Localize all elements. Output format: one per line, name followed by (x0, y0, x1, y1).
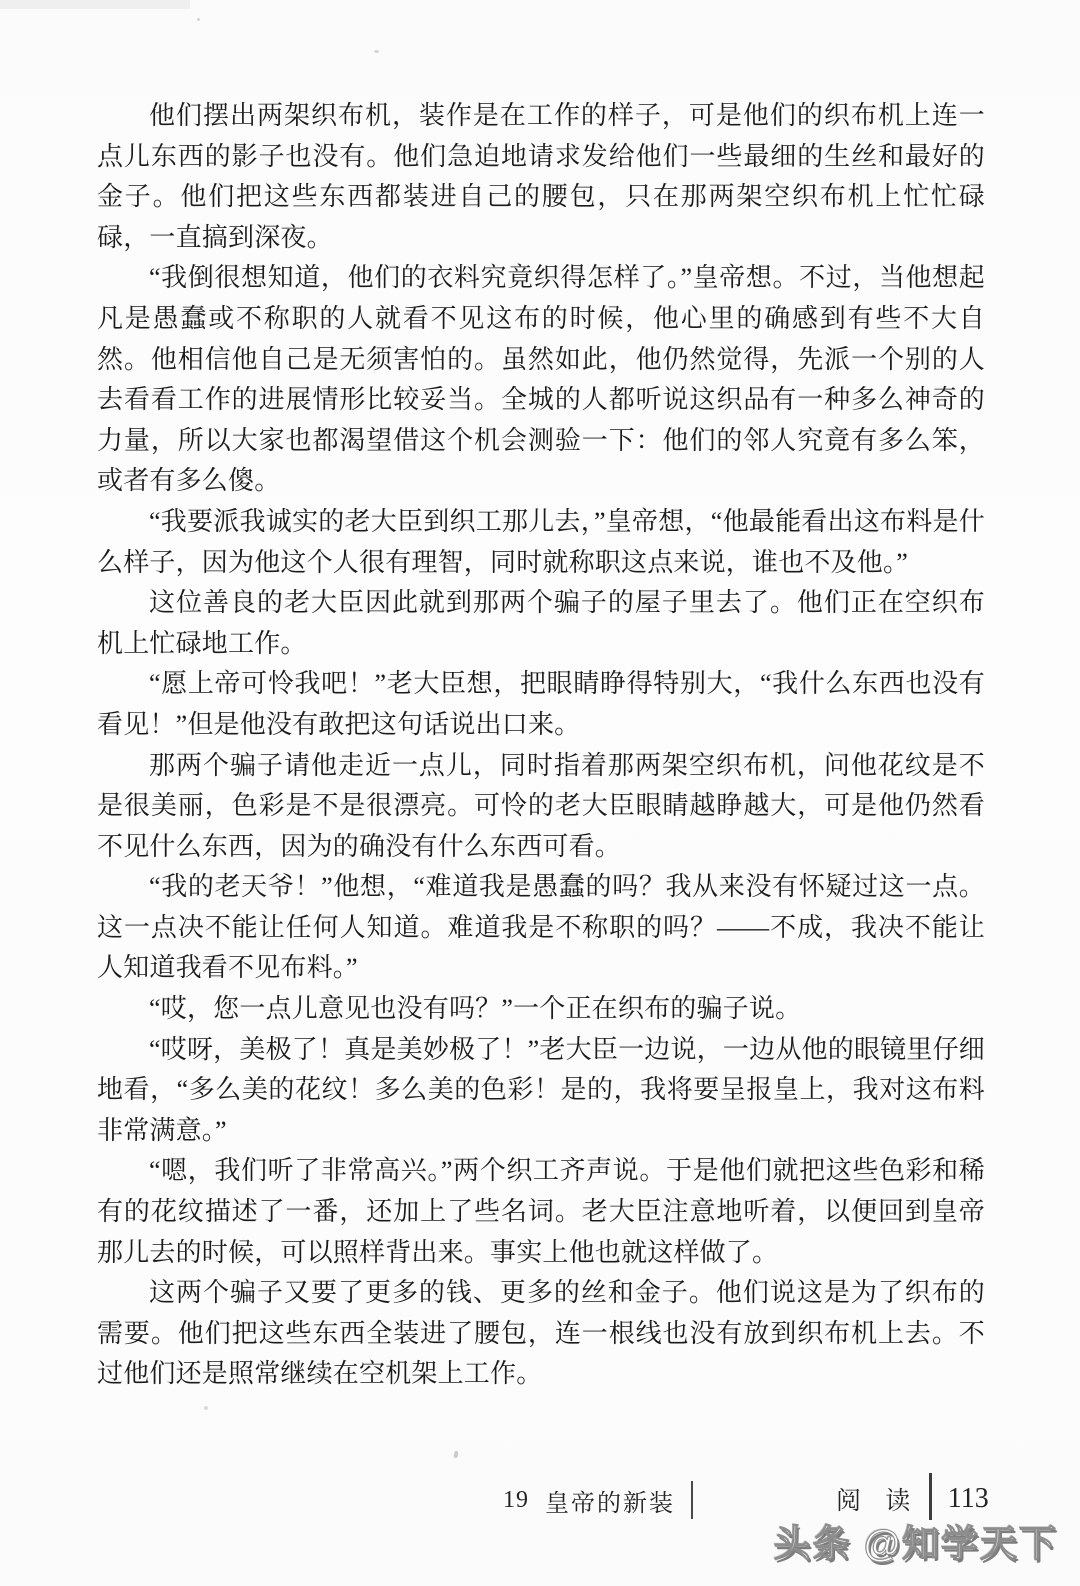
section-label: 阅 读 (836, 1487, 920, 1515)
scan-speck (197, 18, 200, 21)
lesson-info (503, 1481, 693, 1519)
story-paragraph: 那两个骗子请他走近一点儿，同时指着那两架空织布机，问他花纹是不是很美丽，色彩是不是很漂亮。可怜的老大臣眼睛越睁越大，可是他仍然看不见什么东西，因为的确没有什么东西可看。 (97, 750, 985, 861)
story-paragraph: “嗯，我们听了非常高兴。”两个织工齐声说。于是他们就把这些色彩和稀有的花纹描述了一番，还加上了些名词。老大臣注意地听着，以便回到皇帝那儿去的时候，可以照样背出来。事实上他也就这样做了。 (97, 1156, 985, 1267)
story-paragraph: 这位善良的老大臣因此就到那两个骗子的屋子里去了。他们正在空织布机上忙碌地工作。 (97, 588, 985, 658)
footer-divider-line (691, 1481, 693, 1519)
scan-speck (453, 1451, 458, 1459)
story-paragraph: 这两个骗子又要了更多的钱、更多的丝和金子。他们说这是为了织布的需要。他们把这些东西全装进了腰包，连一根线也没有放到织布机上去。不过他们还是照常继续在空机架上工作。 (97, 1278, 985, 1389)
scan-speck (204, 1406, 208, 1410)
story-paragraph: 他们摆出两架织布机，装作是在工作的样子，可是他们的织布机上连一点儿东西的影子也没有。他们急迫地请求发给他们一些最细的生丝和最好的金子。他们把这些东西都装进自己的腰包，只在那两架空织布机上忙忙碌碌，一直搞到深夜。 (97, 101, 985, 252)
story-paragraph: “哎，您一点儿意见也没有吗？”一个正在织布的骗子说。 (149, 994, 802, 1024)
page-number: 113 (947, 1482, 989, 1514)
story-paragraph: “我要派我诚实的老大臣到织工那儿去，”皇帝想，“他最能看出这布料是什么样子，因为他这个人很有理智，同时就称职这点来说，谁也不及他。” (97, 506, 985, 577)
scan-artifact-strip (0, 0, 190, 9)
scan-speck (374, 50, 379, 53)
lesson-title: 皇帝的新装 (545, 1490, 675, 1517)
story-paragraph: “哎呀，美极了！真是美妙极了！”老大臣一边说，一边从他的眼镜里仔细地看，“多么美的花纹！多么美的色彩！是的，我将要呈报皇上，我对这布料非常满意。” (97, 1034, 985, 1145)
story-paragraph: “愿上帝可怜我吧！”老大臣想，把眼睛睁得特别大，“我什么东西也没有看见！”但是他没有敢把这句话说出口来。 (97, 669, 985, 739)
toutiao-watermark: 头条 @知学天下 (773, 1523, 1058, 1564)
lesson-number: 19 (503, 1486, 529, 1513)
story-paragraph: “我的老天爷！”他想，“难道我是愚蠢的吗？我从来没有怀疑过这一点。这一点决不能让任何人知道。难道我是不称职的吗？——不成，我决不能让人知道我看不见布料。” (97, 872, 985, 983)
story-paragraph: “我倒很想知道，他们的衣料究竟织得怎样了。”皇帝想。不过，当他想起凡是愚蠢或不称职的人就看不见这布的时候，他心里的确感到有些不大自然。他相信他自己是无须害怕的。虽然如此，他仍然觉得，先派一个别的人去看看工作的进展情形比较妥当。全城的人都听说这织品有一种多么神奇的力量，所以大家也都渴望借这个机会测验一下：他们的邻人究竟有多么笨，或者有多么傻。 (97, 263, 985, 496)
story-text-block (97, 96, 985, 1395)
